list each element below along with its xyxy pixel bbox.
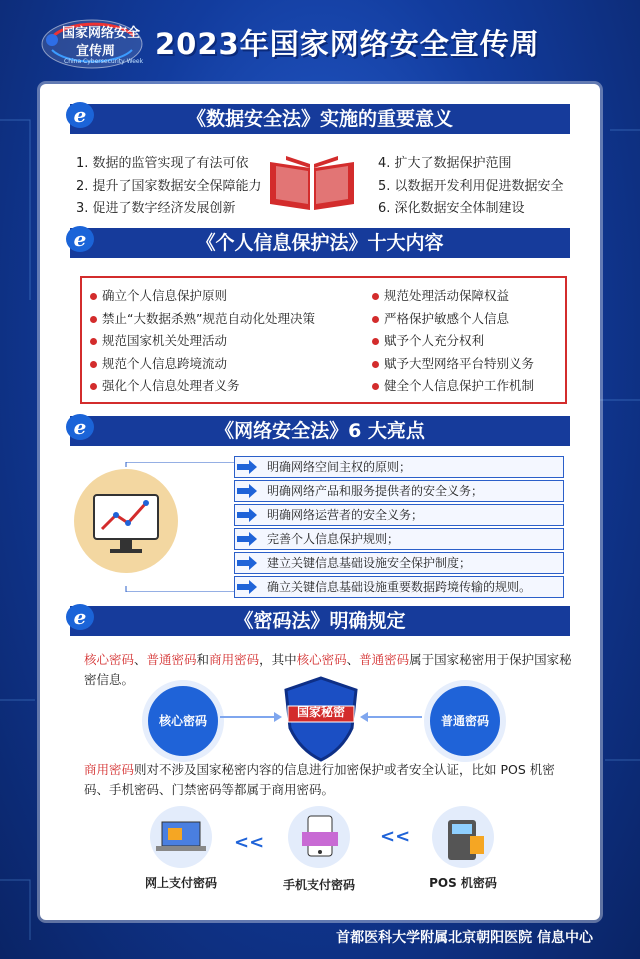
pos-machine-icon <box>432 806 494 868</box>
logo-line1: 国家网络安全 <box>62 26 141 41</box>
normal-password-circle: 普通密码 <box>424 680 506 762</box>
list-item: 强化个人信息处理者义务 <box>90 375 315 398</box>
net-law-item <box>234 576 564 598</box>
arrow-right-icon <box>220 710 284 724</box>
arrow-right-icon <box>235 531 259 547</box>
shield-label: 国家秘密 <box>296 705 345 719</box>
arrow-right-icon <box>235 459 259 475</box>
online-pay-label: 网上支付密码 <box>144 876 217 890</box>
page-title: 2023年国家网络安全宣传周 <box>155 27 540 61</box>
list-item: 确立个人信息保护原则 <box>90 285 315 308</box>
section1-right-list <box>378 153 564 221</box>
pos-label: POS 机密码 <box>429 876 497 890</box>
list-item: 健全个人信息保护工作机制 <box>372 375 534 398</box>
section1-left-list <box>76 153 262 221</box>
and-text: 和 <box>196 652 210 667</box>
list-item: 1. 数据的监管实现了有法可依 <box>76 156 249 171</box>
monitor-chart-illustration <box>74 469 178 573</box>
e-icon: e <box>66 102 98 130</box>
list-item: 6. 深化数据安全体制建设 <box>378 201 525 216</box>
list-item: 规范个人信息跨境流动 <box>90 353 315 376</box>
net-law-item <box>234 528 564 550</box>
intro-rest-text: 属于国家秘密用于保护国家秘密信息。 <box>84 652 572 687</box>
mobile-pay-label: 手机支付密码 <box>282 878 355 892</box>
net-law-text: 确立关键信息基础设施重要数据跨境传输的规则。 <box>267 580 532 594</box>
commercial-password-text: 商用密码 <box>209 652 260 667</box>
separator-text: 、 <box>134 652 147 667</box>
commercial-password-text: 商用密码 <box>84 762 135 777</box>
net-law-text: 完善个人信息保护规则； <box>267 532 400 546</box>
net-law-item <box>234 456 564 478</box>
net-law-item <box>234 552 564 574</box>
monitor-icon <box>74 469 178 573</box>
arrow-right-icon <box>235 507 259 523</box>
footer-org: 首都医科大学附属北京朝阳医院 信息中心 <box>336 930 593 946</box>
chevron-left-icon: << <box>380 826 411 847</box>
among-text: ，其中 <box>259 652 297 667</box>
list-item: 赋予大型网络平台特别义务 <box>372 353 534 376</box>
e-icon: e <box>66 604 98 632</box>
chevron-left-icon: << <box>234 832 265 853</box>
net-law-text: 明确网络空间主权的原则； <box>267 460 412 474</box>
list-item: 4. 扩大了数据保护范围 <box>378 156 512 171</box>
list-item: 规范国家机关处理活动 <box>90 330 315 353</box>
logo-line2: 宣传周 <box>76 44 116 59</box>
arrow-right-icon <box>235 555 259 571</box>
normal-password-text: 普通密码 <box>359 652 410 667</box>
list-item: 规范处理活动保障权益 <box>372 285 534 308</box>
list-item: 赋予个人充分权利 <box>372 330 534 353</box>
phone-icon <box>288 806 350 868</box>
book-icon <box>266 152 358 214</box>
net-law-text: 建立关键信息基础设施安全保护制度； <box>267 556 472 570</box>
net-law-text: 明确网络产品和服务提供者的安全义务； <box>267 484 484 498</box>
section4-title: 《密码法》明确规定 <box>70 606 570 636</box>
commercial-intro-rest: 则对不涉及国家秘密内容的信息进行加密保护或者安全认证，比如 POS 机密码、手机密码、门禁密码等都属于商用密码。 <box>84 762 555 797</box>
normal-password-text: 普通密码 <box>146 652 197 667</box>
list-item: 5. 以数据开发利用促进数据安全 <box>378 178 564 194</box>
net-law-text: 明确网络运营者的安全义务； <box>267 508 424 522</box>
section2-right-list <box>372 285 534 398</box>
net-law-item <box>234 504 564 526</box>
list-item: 3. 促进了数字经济发展创新 <box>76 201 236 216</box>
e-icon: e <box>66 414 98 442</box>
laptop-icon <box>150 806 212 868</box>
section3-title: 《网络安全法》6 大亮点 <box>70 416 570 446</box>
arrow-right-icon <box>235 483 259 499</box>
core-password-circle: 核心密码 <box>142 680 224 762</box>
list-item: 2. 提升了国家数据安全保障能力 <box>76 178 262 194</box>
arrow-right-icon <box>235 579 259 595</box>
arrow-left-icon <box>358 710 422 724</box>
core-password-text: 核心密码 <box>296 652 347 667</box>
e-icon: e <box>66 226 98 254</box>
core-password-text: 核心密码 <box>84 652 135 667</box>
section2-left-list <box>90 285 315 398</box>
section2-title: 《个人信息保护法》十大内容 <box>70 228 570 258</box>
list-item: 禁止“大数据杀熟”规范自动化处理决策 <box>90 308 315 331</box>
logo-subtitle: China Cybersecurity Week <box>64 58 144 65</box>
section1-title: 《数据安全法》实施的重要意义 <box>70 104 570 134</box>
separator-text: 、 <box>346 652 360 667</box>
commercial-intro <box>84 760 574 800</box>
net-law-item <box>234 480 564 502</box>
list-item: 严格保护敏感个人信息 <box>372 308 534 331</box>
header <box>0 0 640 82</box>
